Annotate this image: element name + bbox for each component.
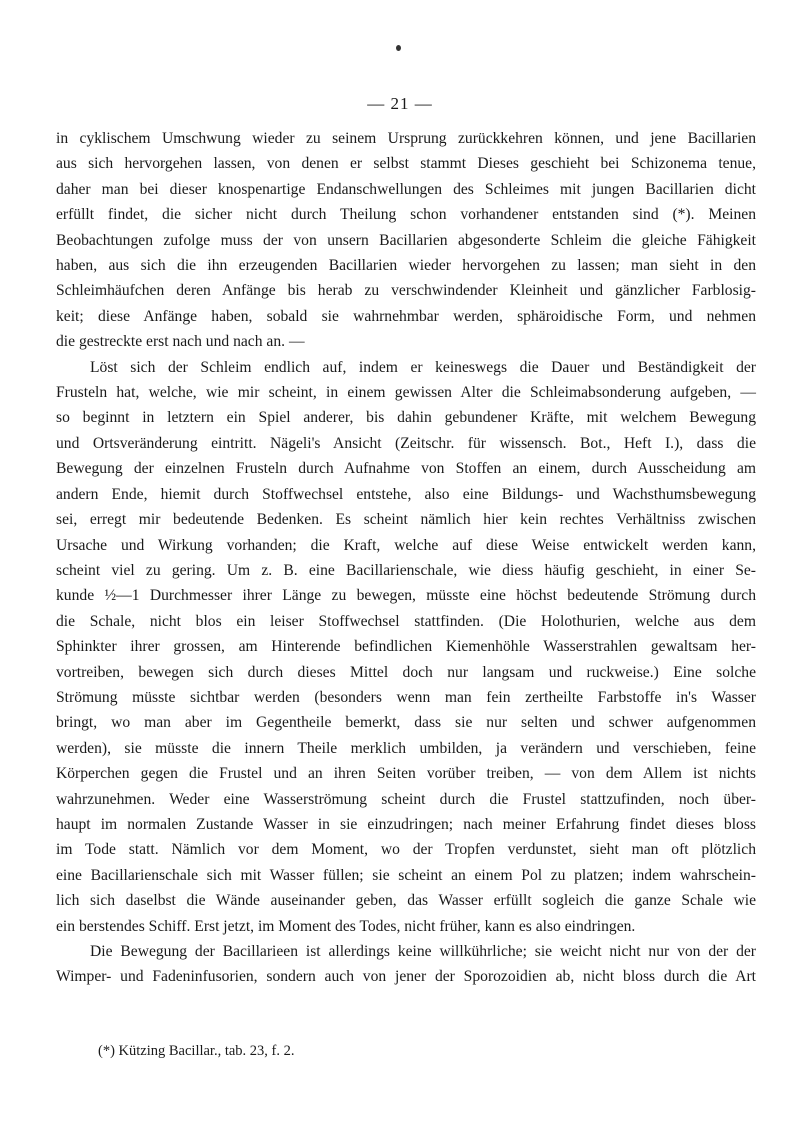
text-line: Beobachtungen zufolge muss der von unsern Bacillarien abgesonderte Schleim die gleiche Fähigkeit	[56, 231, 756, 249]
text-line: bringt, wo man aber im Gegentheile bemerkt, dass sie nur selten und schwer aufgenommen	[56, 714, 756, 732]
text-line: aus sich hervorgehen lassen, von denen er selbst stammt Dieses geschieht bei Schizonema tenue,	[56, 155, 756, 173]
ink-speck	[396, 45, 401, 51]
text-line: Sphinkter ihrer grossen, am Hinterende befindlichen Kiemenhöhle Wasserstrahlen gewaltsam her-	[56, 638, 756, 656]
text-line: Löst sich der Schleim endlich auf, indem er keineswegs die Dauer und Beständigkeit der	[90, 358, 756, 376]
text-line: Frusteln hat, welche, wie mir scheint, in einem gewissen Alter die Schleimabsonderung aufgeben, —	[56, 384, 756, 402]
text-line: lich sich daselbst die Wände auseinander geben, das Wasser erfüllt sogleich die ganze Schale wie	[56, 892, 756, 910]
text-line: und Ortsveränderung eintritt. Nägeli's Ansicht (Zeitschr. für wissensch. Bot., Heft I.), dass die	[56, 434, 756, 452]
paragraph	[56, 126, 756, 355]
text-line: werden), sie müsste die innern Theile merklich umbilden, ja verändern und verschieben, feine	[56, 739, 756, 757]
text-line: Strömung müsste sichtbar werden (besonders wenn man fein zertheilte Farbstoffe in's Wasser	[56, 688, 756, 706]
text-line: vortreiben, bewegen sich durch dieses Mittel doch nur langsam und ruckweise.) Eine solche	[56, 663, 756, 681]
text-line: Bewegung der einzelnen Frusteln durch Aufnahme von Stoffen an einem, durch Ausscheidung am	[56, 460, 756, 478]
text-line: so beginnt in letztern ein Spiel anderer, bis dahin gebundener Kräfte, mit welchem Bewegung	[56, 409, 756, 427]
paragraph	[56, 939, 756, 990]
text-line: keit; diese Anfänge haben, sobald sie wahrnehmbar werden, sphäroidische Form, und nehmen	[56, 307, 756, 325]
text-line: die gestreckte erst nach und nach an. —	[56, 333, 305, 351]
text-line: in cyklischem Umschwung wieder zu seinem Ursprung zurückkehren können, und jene Bacillarien	[56, 130, 756, 147]
text-line: wahrzunehmen. Weder eine Wasserströmung scheint durch die Frustel stattzufinden, noch über-	[56, 790, 756, 808]
text-line: andern Ende, hiemit durch Stoffwechsel entstehe, also eine Bildungs- und Wachsthumsbewegung	[56, 485, 756, 503]
text-line: scheint viel zu gering. Um z. B. eine Bacillarienschale, wie diess häufig geschieht, in einer Se-	[56, 561, 756, 579]
text-line: Die Bewegung der Bacillarieen ist allerdings keine willkührliche; sie weicht nicht nur von der der	[90, 943, 756, 960]
text-line: Ursache und Wirkung vorhanden; die Kraft, welche auf diese Weise entwickelt werden kann,	[56, 536, 756, 554]
text-line: die Schale, nicht blos ein leiser Stoffwechsel stattfinden. (Die Holothurien, welche aus dem	[56, 612, 756, 630]
text-line: haben, aus sich die ihn erzeugenden Bacillarien wieder hervorgehen zu lassen; man sieht in den	[56, 257, 756, 275]
text-line: Körperchen gegen die Frustel und an ihren Seiten vorüber treiben, — von dem Allem ist nichts	[56, 765, 756, 783]
body-text	[56, 126, 756, 990]
text-line: haupt im normalen Zustande Wasser in sie einzudringen; nach meiner Erfahrung findet dieses bloss	[56, 815, 756, 833]
footnote: (*) Kützing Bacillar., tab. 23, f. 2.	[98, 1043, 295, 1059]
text-line: eine Bacillarienschale sich mit Wasser füllen; sie scheint an einem Pol zu platzen; indem wahrschein-	[56, 866, 756, 884]
page-number: — 21 —	[367, 94, 433, 113]
text-line: daher man bei dieser knospenartige Endanschwellungen des Schleimes mit jungen Bacillarien dicht	[56, 180, 756, 198]
text-line: im Tode statt. Nämlich vor dem Moment, wo der Tropfen verdunstet, sieht man oft plötzlich	[56, 841, 756, 859]
text-line: kunde ½—1 Durchmesser ihrer Länge zu bewegen, müsste eine höchst bedeutende Strömung durch	[56, 587, 756, 605]
text-line: sei, erregt mir bedeutende Bedenken. Es scheint nämlich hier kein rechtes Verhältniss zwischen	[56, 511, 756, 529]
paragraph	[56, 355, 756, 939]
text-line: Wimper- und Fadeninfusorien, sondern auch von jener der Sporozoidien ab, nicht bloss durch die Art	[56, 968, 756, 986]
text-line: Schleimhäufchen deren Anfänge bis herab zu verschwindender Kleinheit und gänzlicher Farblosig-	[56, 282, 756, 300]
text-line: ein berstendes Schiff. Erst jetzt, im Moment des Todes, nicht früher, kann es also eindringen.	[56, 917, 636, 935]
text-line: erfüllt findet, die sicher nicht durch Theilung schon vorhandener entstanden sind (*). Meinen	[56, 206, 756, 224]
